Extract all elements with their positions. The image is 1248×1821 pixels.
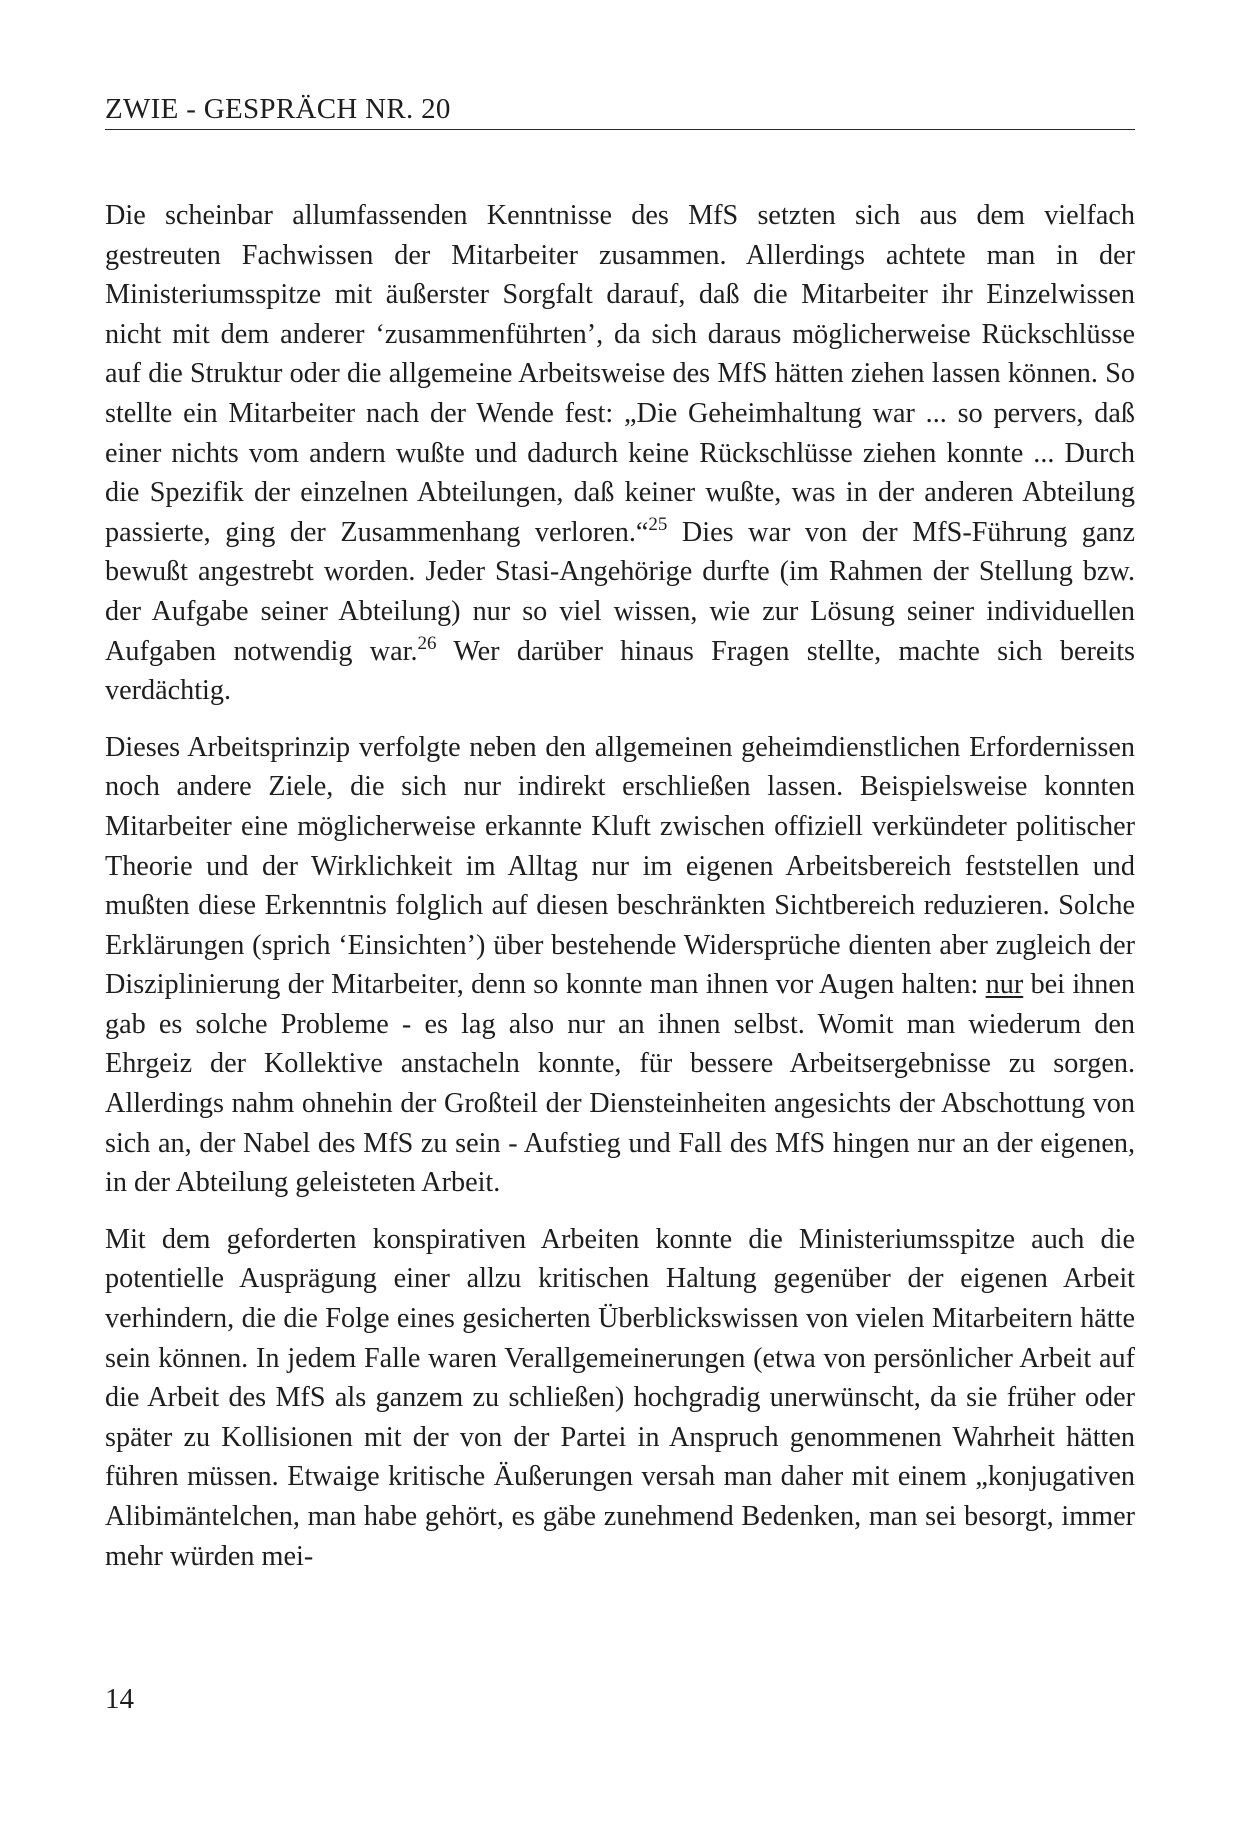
underlined-emphasis: nur [985, 969, 1024, 1001]
page-number: 14 [105, 1683, 134, 1715]
paragraph-3 [105, 1220, 1135, 1576]
paragraph-text: bei ihnen gab es solche Probleme - es lag also nur an ihnen selbst. Womit man wiederum den Ehrgeiz der Kollektive anstacheln konnte, für bessere Arbeitsergebnisse zu sorgen. Allerdings nahm ohnehin der Großteil der Diensteinheiten angesichts der Abschottung von sich an, der Nabel des MfS zu sein - Aufstieg und Fall des MfS hingen nur an der eigenen, in der Abteilung geleisteten Arbeit. [105, 969, 1136, 1199]
paragraph-2 [105, 728, 1135, 1203]
paragraph-text: Dieses Arbeitsprinzip verfolgte neben den allgemeinen geheimdienstlichen Erfordernissen noch andere Ziele, die sich nur indirekt erschließen lassen. Beispielsweise konnten Mitarbeiter eine möglicherweise erkannte Kluft zwischen offiziell verkündeter politischer Theorie und der Wirklichkeit im Alltag nur im eigenen Arbeitsbereich feststellen und mußten diese Erkenntnis folglich auf diesen beschränkten Sichtbereich reduzieren. Solche Erklärungen (sprich ‘Einsichten’) über bestehende Widersprüche dienten aber zugleich der Disziplinierung der Mitarbeiter, denn so konnte man ihnen vor Augen halten: [105, 731, 1135, 1001]
paragraph-text: Dies war von der MfS-Führung ganz bewußt angestrebt worden. Jeder Stasi-Angehörige durfte (im Rahmen der Stellung bzw. der Aufgabe seiner Abteilung) nur so viel wissen, wie zur Lösung seiner individuellen Aufgaben notwendig war. [105, 516, 1135, 667]
body-text [105, 196, 1135, 1576]
running-header: ZWIE - GESPRÄCH NR. 20 [105, 92, 1135, 130]
footnote-marker: 25 [648, 513, 668, 535]
paragraph-text: Die scheinbar allumfassenden Kenntnisse des MfS setzten sich aus dem vielfach gestreuten Fachwissen der Mitarbeiter zusammen. Allerdings achtete man in der Ministeriumsspitze mit äußerster Sorgfalt darauf, daß die Mitarbeiter ihr Einzelwissen nicht mit dem anderer ‘zusammenführten’, da sich daraus möglicherweise Rückschlüsse auf die Struktur oder die allgemeine Arbeitsweise des MfS hätten ziehen lassen können. So stellte ein Mitarbeiter nach der Wende fest: „Die Geheimhaltung war ... so pervers, daß einer nichts vom andern wußte und dadurch keine Rückschlüsse ziehen konnte ... Durch die Spezifik der einzelnen Abteilungen, daß keiner wußte, was in der anderen Abteilung passierte, ging der Zusammenhang verloren.“ [105, 200, 1135, 548]
paragraph-text: Wer darüber hinaus Fragen stellte, machte sich bereits verdächtig. [105, 635, 1135, 707]
footnote-marker: 26 [417, 632, 437, 654]
paragraph-1 [105, 196, 1135, 711]
paragraph-text: Mit dem geforderten konspirativen Arbeiten konnte die Ministeriumsspitze auch die potentielle Ausprägung einer allzu kritischen Haltung gegenüber der eigenen Arbeit verhindern, die die Folge eines gesicherten Überblickswissen von vielen Mitarbeitern hätte sein können. In jedem Falle waren Verallgemeinerungen (etwa von persönlicher Arbeit auf die Arbeit des MfS als ganzem zu schließen) hochgradig unerwünscht, da sie früher oder später zu Kollisionen mit der von der Partei in Anspruch genommenen Wahrheit hätten führen müssen. Etwaige kritische Äußerungen versah man daher mit einem „konjugativen Alibimäntelchen, man habe gehört, es gäbe zunehmend Bedenken, man sei besorgt, immer mehr würden mei- [105, 1223, 1135, 1572]
